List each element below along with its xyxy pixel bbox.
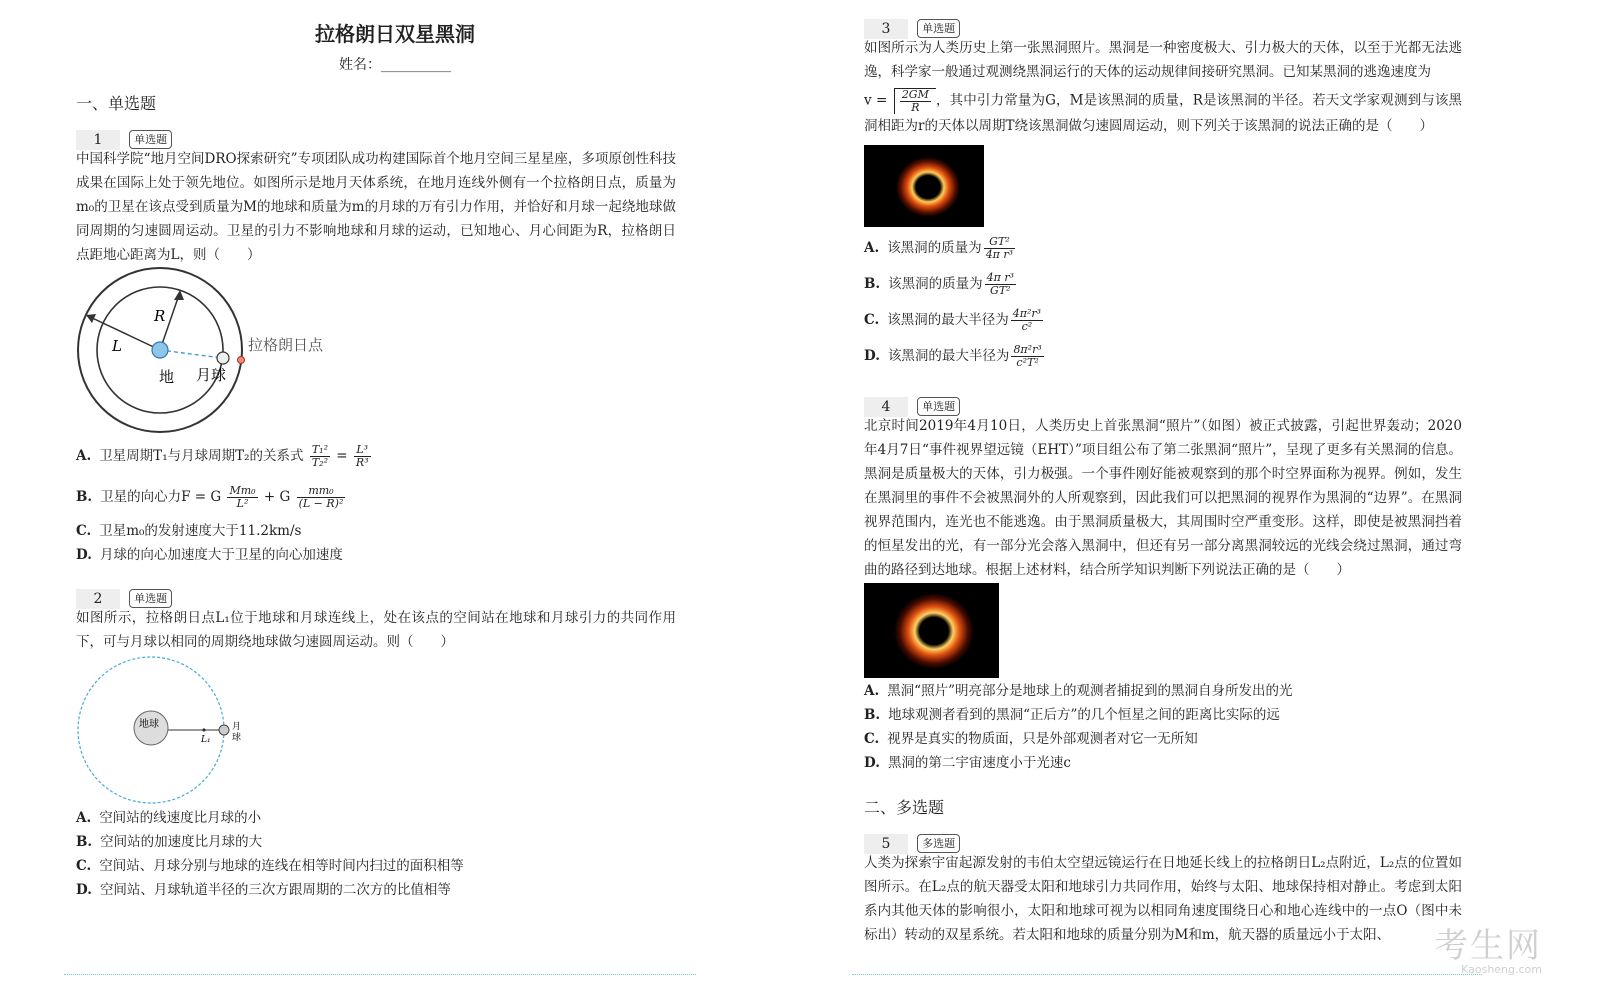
question-1-stem: 中国科学院“地月空间DRO探索研究”专项团队成功构建国际首个地月空间三星星座，多项原创性科技成果在国际上处于领先地位。如图所示是地月天体系统，在地月连线外侧有一个拉格朗日点，质量为m₀的卫星在该点受到质量为M的地球和质量为m的月球的万有引力作用，并恰好和月球一起绕地球做同周期的匀速圆周运动。卫星的引力不影响地球和月球的运动，已知地心、月心间距为R，拉格朗日点距地心距离为L，则（ ） [76, 151, 676, 263]
question-3-option-c[interactable]: C. 该黑洞的最大半径为 $\frac{\text{4π²r³}}{\text{c²}}$ [864, 307, 1042, 333]
question-3-option-a[interactable]: A. 该黑洞的质量为 $\frac{\text{GT²}}{\text{4π r³}}$ [864, 235, 1014, 261]
question-3-number: 3 [864, 19, 908, 39]
label-earth: 地球 [139, 719, 159, 730]
question-2-type-badge: 单选题 [129, 589, 172, 608]
earth-icon [152, 342, 168, 358]
question-2-option-a[interactable]: A. 空间站的线速度比月球的小 [76, 810, 262, 826]
question-2-option-b[interactable]: B. 空间站的加速度比月球的大 [76, 834, 263, 850]
question-2-option-d[interactable]: D. 空间站、月球轨道半径的三次方跟周期的二次方的比值相等 [76, 882, 451, 898]
lagrange-point-icon [238, 357, 245, 364]
question-2-stem: 如图所示，拉格朗日点L₁位于地球和月球连线上，处在该点的空间站在地球和月球引力的共同作用下，可与月球以相同的周期绕地球做匀速圆周运动。则（ ） [76, 610, 676, 650]
question-3-stem-part1: 如图所示为人类历史上第一张黑洞照片。黑洞是一种密度极大、引力极大的天体，以至于光都无法逃逸，科学家一般通过观测绕黑洞运行的天体的运动规律间接研究黑洞。已知某黑洞的逃逸速度为 [864, 40, 1462, 80]
label-L: L [112, 337, 122, 355]
question-1-figure [70, 266, 360, 438]
question-1-option-d[interactable]: D. 月球的向心加速度大于卫星的向心加速度 [76, 547, 343, 563]
question-4-number: 4 [864, 397, 908, 417]
l1-point-icon [202, 728, 205, 731]
question-4-option-d[interactable]: D. 黑洞的第二宇宙速度小于光速c [864, 755, 1071, 771]
black-hole-image-1 [864, 145, 984, 227]
question-2-figure [76, 656, 256, 806]
question-2-number: 2 [76, 589, 120, 609]
page-title: 拉格朗日双星黑洞 [315, 22, 475, 46]
label-lagrange: 拉格朗日点 [248, 336, 324, 354]
question-4-option-c[interactable]: C. 视界是真实的物质面，只是外部观测者对它一无所知 [864, 731, 1198, 747]
page-divider [64, 974, 696, 975]
svg-text:月: 月 [232, 722, 242, 732]
question-3-stem-part2: v = $\frac{2GM}{R}$ ，其中引力常量为G，M是该黑洞的质量，R是该黑洞的半径。若天文学家观测到与该黑洞相距为r的天体以周期T绕该黑洞做匀速圆周运动，则下列关于该黑洞的说法正确的是（ ） [864, 88, 1462, 134]
black-hole-image-2 [864, 583, 999, 678]
question-4-option-b[interactable]: B. 地球观测者看到的黑洞“正后方”的几个恒星之间的距离比实际的远 [864, 707, 1280, 723]
question-4-option-a[interactable]: A. 黑洞“照片”明亮部分是地球上的观测者捕捉到的黑洞自身所发出的光 [864, 683, 1293, 699]
question-1-option-a[interactable]: A. 卫星周期T₁与月球周期T₂的关系式 $\frac{\text{T₁²}}{\text{T₂²}}$ = $\frac{\text{L³}}{\text{R³}}$ [76, 443, 369, 469]
label-l1: L₁ [201, 735, 211, 745]
question-2-option-c[interactable]: C. 空间站、月球分别与地球的连线在相等时间内扫过的面积相等 [76, 858, 464, 874]
watermark-logo: 考生网 Kaosheng.com [1434, 926, 1542, 976]
right-page [800, 0, 1600, 1005]
question-3-option-d[interactable]: D. 该黑洞的最大半径为 $\frac{\text{8π²r³}}{\text{c²T²}}$ [864, 343, 1042, 369]
section-multiple-choice: 二、多选题 [864, 798, 945, 817]
question-5-stem: 人类为探索宇宙起源发射的韦伯太空望远镜运行在日地延长线上的拉格朗日L₂点附近，L₂点的位置如图所示。在L₂点的航天器受太阳和地球引力共同作用，始终与太阳、地球保持相对静止。考虑到太阳系内其他天体的影响很小，太阳和地球可视为以相同角速度围绕日心和地心连线中的一点O（图中未标出）转动的双星系统。若太阳和地球的质量分别为M和m，航天器的质量远小于太阳、 [864, 855, 1462, 943]
question-1-number: 1 [76, 130, 120, 150]
question-1-option-b[interactable]: B. 卫星的向心力F = G $\frac{\text{Mm₀}}{\text{L²}}$ + G $\frac{\text{mm₀}}{\text{(L − R)²}}$ [76, 484, 344, 510]
moon-icon [219, 725, 229, 735]
label-earth: 地 [159, 368, 175, 386]
page-divider [852, 974, 1482, 975]
question-5-type-badge: 多选题 [917, 834, 960, 853]
question-3-type-badge: 单选题 [917, 19, 960, 38]
question-1-type-badge: 单选题 [129, 130, 172, 149]
question-5-number: 5 [864, 834, 908, 854]
moon-icon [217, 352, 229, 364]
question-1-option-c[interactable]: C. 卫星m₀的发射速度大于11.2km/s [76, 523, 302, 539]
label-R: R [154, 307, 166, 325]
question-4-stem: 北京时间2019年4月10日，人类历史上首张黑洞“照片”（如图）被正式披露，引起世界轰动；2020年4月7日“事件视界望远镜（EHT）”项目组公布了第二张黑洞“照片”，呈现了更多有关黑洞的信息。黑洞是质量极大的天体，引力极强。一个事件刚好能被观察到的那个时空界面称为视界。例如，发生在黑洞里的事件不会被黑洞外的人所观察到，因此我们可以把黑洞的视界作为黑洞的“边界”。在黑洞视界范围内，连光也不能逃逸。由于黑洞质量极大，其周围时空严重变形。这样，即使是被黑洞挡着的恒星发出的光，有一部分光会落入黑洞中，但还有另一部分离黑洞较远的光线会绕过黑洞，通过弯曲的路径到达地球。根据上述材料，结合所学知识判断下列说法正确的是（ ） [864, 418, 1462, 578]
section-single-choice: 一、单选题 [76, 94, 157, 113]
name-field-label: 姓名：__________ [339, 57, 451, 73]
question-3-option-b[interactable]: B. 该黑洞的质量为 $\frac{\text{4π r³}}{\text{GT²}}$ [864, 271, 1015, 297]
label-moon: 月球 [196, 366, 227, 384]
svg-text:球: 球 [232, 733, 242, 743]
question-4-type-badge: 单选题 [917, 397, 960, 416]
